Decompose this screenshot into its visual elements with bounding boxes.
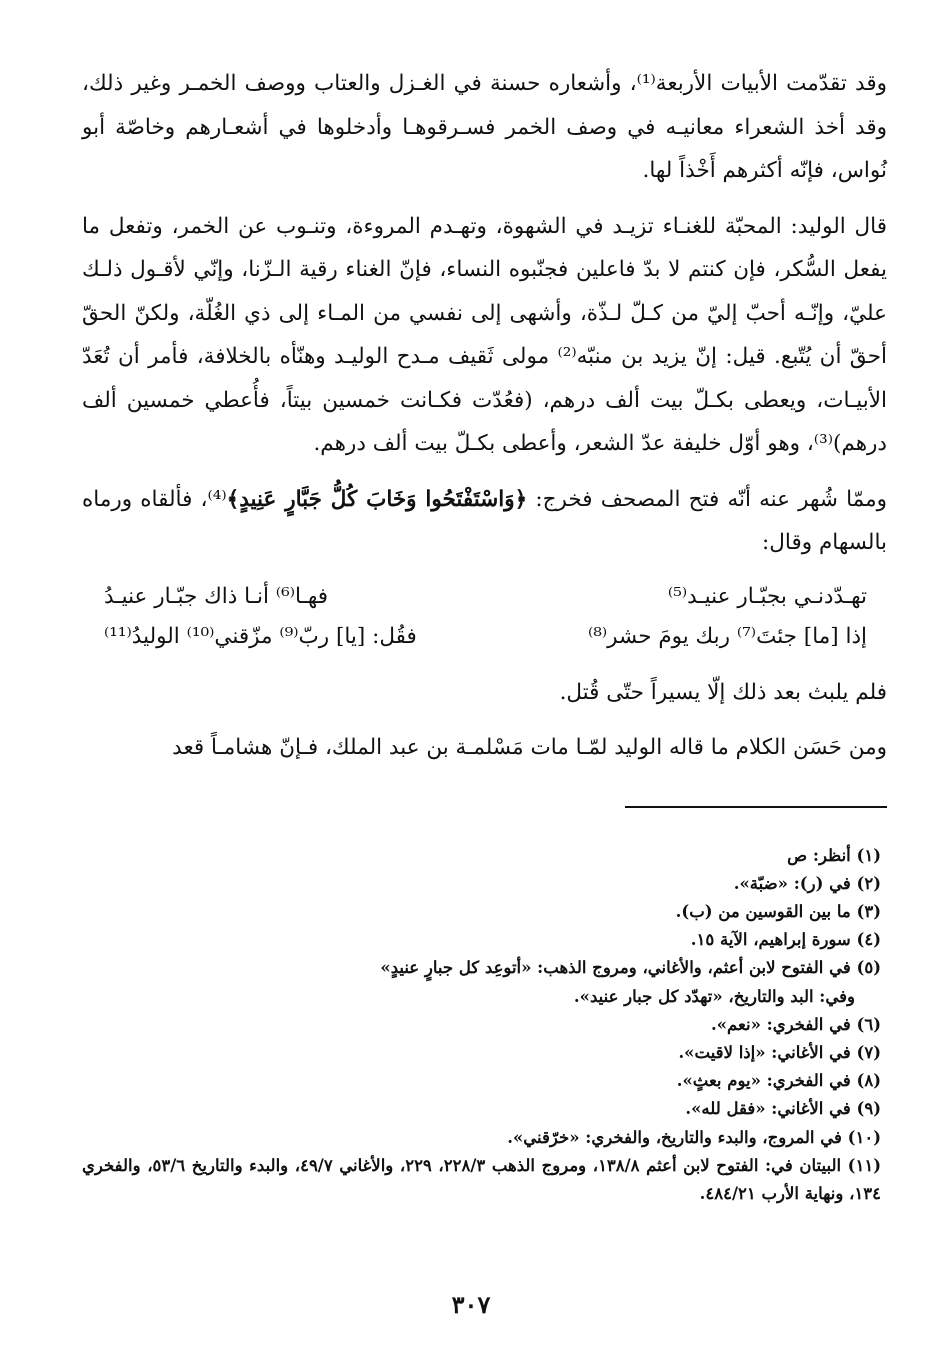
poem-line-2-first-hemistich: إذا [ما] جئتَ⁽⁷⁾ ربك يومَ حشر⁽⁸⁾ [587,623,867,649]
poem-line-1 [82,577,887,617]
footnote-separator [625,806,887,808]
footnote-1: (١) أنظر: ص [787,845,881,865]
paragraph-1: وقد تقدّمت الأبيات الأربعة⁽¹⁾، وأشعاره حسنة في الغـزل والعتاب ووصف الخمـر وغير ذلك، وقد أخذ الشعراء معانيـه في وصف الخمر فسـرقوهـا وأدخلوها في أشعـارهم وخاصّة أبو نُواس، فإنّه أكثرهم أَخْذاً لها. [82,71,887,183]
footnote-5: (٥) في الفتوح لابن أعثم، والأغاني، ومروج الذهب: «أتوعِد كل جبارٍ عنيدٍ» [380,958,881,978]
poem-line-2 [82,617,887,657]
paragraph-3-intro: وممّا شُهر عنه أنّه فتح المصحف فخرج: [527,486,887,512]
footnote-3: (٣) ما بين القوسين من (ب). [675,901,881,921]
paragraph-3-end: ⁽⁴⁾، فألقاه ورماه بالسهام وقال: [82,486,887,555]
footnote-8: (٨) في الفخري: «يوم بعثٍ». [676,1071,881,1091]
paragraph-5: ومن حَسَن الكلام ما قاله الوليد لمّـا مات مَسْلمـة بن عبد الملك، فـإنّ هشامـاً قعد [172,735,887,760]
paragraph-3 [82,478,887,565]
paragraph-2: قال الوليد: المحبّة للغنـاء تزيـد في الشهوة، وتهـدم المروءة، وتنـوب عن الخمر، وتفعل ما يفعل السُّكر، فإن كنتم لا بدّ فاعلين فجنّبوه النساء، فإنّ الغناء رقية الـزّنا، وإنّي لأقـول ذلـك عليّ، وإنّـه أحبّ إليّ من كـلّ لـذّة، وأشهى إلى نفسي من المـاء إلى ذي الغُلّة، ولكنّ الحقّ أحقّ أن يُتّبع. قيل: إنّ يزيد بن منبّه⁽²⁾ مولى ثَقيف مـدح الوليـد وهنّأه بالخلافة، فأمر أن تُعَدّ الأبيـات، ويعطى بكـلّ بيت ألف درهم، (فعُدّت فكـانت خمسين بيتاً، فأُعطي خمسين ألف درهم)⁽³⁾، وهو أوّل خليفة عدّ الشعر، وأعطى بكـلّ بيت ألف درهم. [82,213,888,456]
poem-line-1-second-hemistich: فهـا⁽⁶⁾ أنـا ذاك جبّـار عنيـدُ [104,583,329,609]
poem-line-1-first-hemistich: تهـدّدنـي بجبّـار عنيـد⁽⁵⁾ [667,583,867,609]
footnote-4: (٤) سورة إبراهيم، الآية ١٥. [690,930,881,950]
poem [82,577,887,657]
footnotes [82,842,887,1209]
page-number: ٣٠٧ [451,1290,491,1319]
footnote-9: (٩) في الأغاني: «فقل لله». [685,1099,881,1119]
paragraph-4: فلم يلبث بعد ذلك إلّا يسيراً حتّى قُتل. [559,679,887,705]
footnote-10: (١٠) في المروج، والبدء والتاريخ، والفخري: «خرّقني». [507,1127,881,1147]
footnote-6: (٦) في الفخري: «نعم». [711,1014,881,1034]
poem-line-2-second-hemistich: فقُل: [يا] ربّ⁽⁹⁾ مزّقني⁽¹⁰⁾ الوليدُ⁽¹¹⁾ [104,623,417,649]
footnote-2: (٢) في (ر): «ضبّة». [733,873,881,893]
footnote-5-continued: وفي: البد والتاريخ، «تهدّد كل جبار عنيد». [573,986,855,1006]
footnote-11: (١١) البيتان في: الفتوح لابن أعثم ١٣٨/٨، ومروج الذهب ٢٢٨/٣، ٢٢٩، والأغاني ٤٩/٧، والبدء والتاريخ ٥٣/٦، والفخري ١٣٤، ونهاية الأرب ٤٨٤/٢١. [82,1155,882,1203]
footnote-7: (٧) في الأغاني: «إذا لاقيت». [678,1042,881,1062]
quran-verse: ﴿وَاسْتَفْتَحُوا وَخَابَ كُلُّ جَبَّارٍ عَنِيدٍ﴾ [226,486,528,512]
